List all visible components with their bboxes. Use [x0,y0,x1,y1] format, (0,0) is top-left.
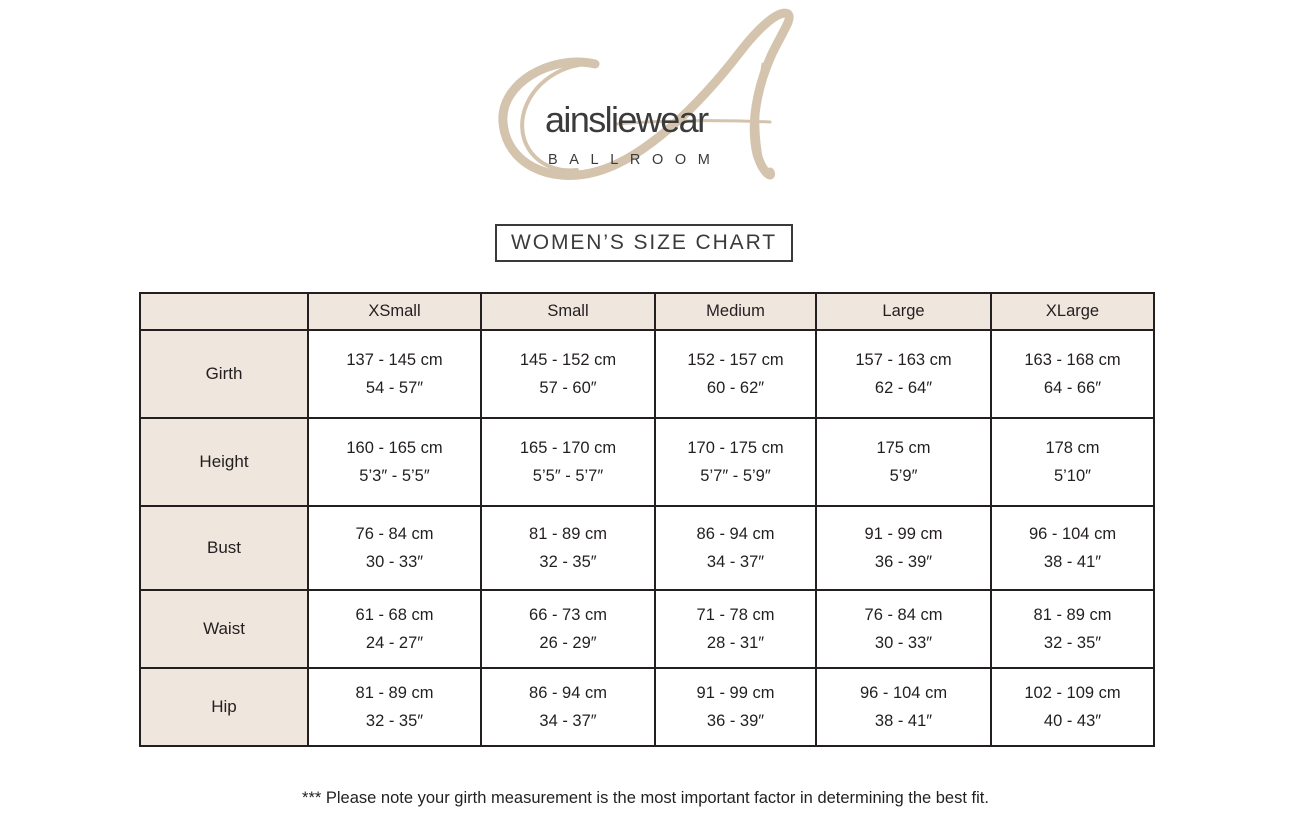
cell-in: 32 - 35″ [1043,634,1102,652]
size-chart-table [139,292,1155,747]
cell-in: 30 - 33″ [874,634,933,652]
cell-cm: 137 - 145 cm [346,351,443,369]
cell-in: 34 - 37″ [539,712,597,730]
row-label-hip: Hip [140,668,308,746]
cell-in: 57 - 60″ [539,379,597,397]
cell-in: 54 - 57″ [365,379,424,397]
cell-in: 32 - 35″ [365,712,424,730]
cell-in: 38 - 41″ [874,712,933,730]
cell-cm: 152 - 157 cm [687,351,784,369]
cell-cm: 160 - 165 cm [346,439,443,457]
brand-logo [495,4,795,189]
table-cell [481,330,655,418]
cell-in: 34 - 37″ [706,553,765,571]
row-label-bust: Bust [140,506,308,590]
cell-in: 5’5″ - 5’7″ [532,467,604,485]
cell-in: 32 - 35″ [539,553,597,571]
table-cell [991,668,1154,746]
table-cell [655,330,816,418]
cell-cm: 86 - 94 cm [529,684,607,702]
cell-in: 5’7″ - 5’9″ [700,467,771,485]
cell-cm: 163 - 168 cm [1024,351,1121,369]
cell-in: 30 - 33″ [365,553,424,571]
cell-cm: 96 - 104 cm [859,684,948,702]
table-cell [308,506,481,590]
cell-cm: 102 - 109 cm [1024,684,1121,702]
table-cell [481,668,655,746]
table-cell [308,590,481,668]
cell-cm: 91 - 99 cm [864,525,943,543]
cell-in: 24 - 27″ [365,634,424,652]
cell-in: 36 - 39″ [706,712,765,730]
size-header-small: Small [481,293,655,330]
monogram-letter: A [495,4,496,5]
cell-cm: 157 - 163 cm [855,351,952,369]
cell-cm: 66 - 73 cm [529,606,607,624]
size-header-medium: Medium [655,293,816,330]
cell-cm: 91 - 99 cm [696,684,775,702]
cell-cm: 81 - 89 cm [1033,606,1112,624]
cell-cm: 81 - 89 cm [355,684,434,702]
cell-in: 64 - 66″ [1043,379,1102,397]
cell-in: 26 - 29″ [539,634,597,652]
table-cell [655,668,816,746]
cell-cm: 71 - 78 cm [696,606,775,624]
row-label-waist: Waist [140,590,308,668]
cell-cm: 81 - 89 cm [529,525,607,543]
table-cell [816,668,991,746]
table-cell [481,590,655,668]
cell-in: 38 - 41″ [1043,553,1102,571]
table-row-hip [140,668,1154,746]
cell-in: 5’3″ - 5’5″ [359,467,430,485]
cell-cm: 170 - 175 cm [687,439,784,457]
cell-in: 28 - 31″ [706,634,765,652]
cell-in: 40 - 43″ [1043,712,1102,730]
table-row-girth [140,330,1154,418]
cell-cm: 175 cm [876,439,931,457]
table-cell [481,418,655,506]
table-row-bust [140,506,1154,590]
header-row [140,293,1154,330]
cell-cm: 76 - 84 cm [355,525,434,543]
table-cell [655,590,816,668]
table-cell [655,418,816,506]
table-cell [308,418,481,506]
cell-in: 62 - 64″ [874,379,933,397]
fit-footnote: *** Please note your girth measurement is the most important factor in determining the best fit. [302,789,989,807]
row-label-girth: Girth [140,330,308,418]
chart-title: WOMEN’S SIZE CHART [495,224,793,262]
size-header-large: Large [816,293,991,330]
cell-cm: 96 - 104 cm [1028,525,1117,543]
table-cell [655,506,816,590]
table-row-height [140,418,1154,506]
cell-in: 60 - 62″ [706,379,765,397]
brand-subtitle: BALLROOM [548,152,722,168]
row-label-height: Height [140,418,308,506]
size-header-xsmall: XSmall [308,293,481,330]
table-cell [816,506,991,590]
table-cell [991,506,1154,590]
cell-in: 36 - 39″ [874,553,933,571]
corner-cell [140,293,308,330]
cell-cm: 165 - 170 cm [519,439,617,457]
table-row-waist [140,590,1154,668]
cell-cm: 145 - 152 cm [519,351,617,369]
cell-cm: 178 cm [1045,439,1100,457]
cell-cm: 86 - 94 cm [696,525,775,543]
table-cell [991,418,1154,506]
table-cell [308,330,481,418]
size-header-xlarge: XLarge [991,293,1154,330]
table-cell [816,330,991,418]
cell-in: 5’10″ [1053,467,1092,485]
cell-cm: 61 - 68 cm [355,606,434,624]
cell-cm: 76 - 84 cm [864,606,943,624]
table-cell [991,590,1154,668]
cell-in: 5’9″ [889,467,918,485]
table-cell [816,418,991,506]
table-cell [816,590,991,668]
table-cell [991,330,1154,418]
table-cell [481,506,655,590]
brand-name: ainsliewear [545,99,708,140]
table-cell [308,668,481,746]
